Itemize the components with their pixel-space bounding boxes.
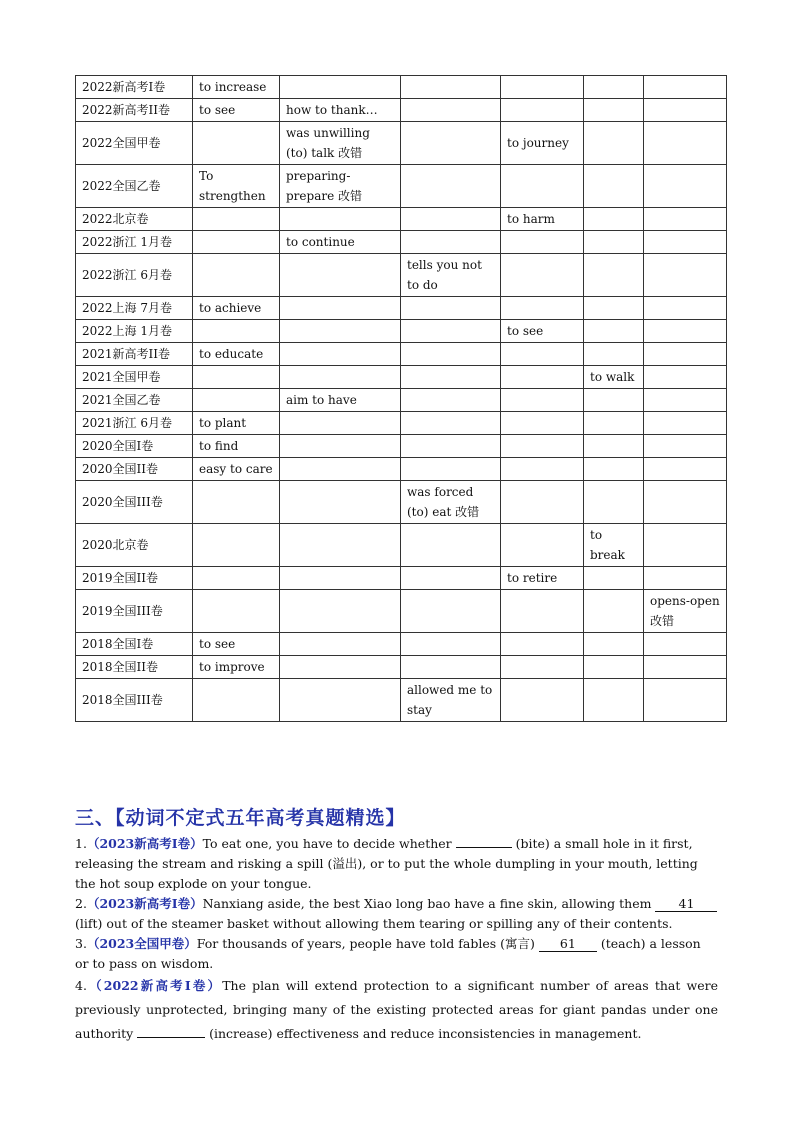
table-cell [280,567,401,590]
question-source: （2023新高考I卷） [86,836,203,851]
table-cell: to journey [501,122,584,165]
table-cell [501,435,584,458]
table-cell [501,679,584,722]
section-title: 三、【动词不定式五年高考真题精选】 [75,807,406,829]
table-cell [501,389,584,412]
question-text-before: For thousands of years, people have told fables (寓言) [196,936,539,951]
question-4 [75,974,718,1046]
table-cell [584,458,644,481]
exam-name-cell: 2021全国乙卷 [76,389,193,412]
table-cell [401,366,501,389]
table-cell [584,208,644,231]
table-row [76,481,727,524]
answer-blank[interactable]: 61 [539,937,597,952]
table-cell [280,412,401,435]
question-number: 4. [75,978,87,993]
question-number: 3. [75,936,87,951]
table-cell [401,524,501,567]
exam-name-cell: 2022新高考I卷 [76,76,193,99]
table-cell [584,389,644,412]
table-cell [644,320,727,343]
question-source: （2022新高考I卷） [86,978,223,993]
table-cell [644,76,727,99]
question-number: 1. [75,836,87,851]
exam-name-cell: 2021浙江 6月卷 [76,412,193,435]
table-cell: to find [193,435,280,458]
table-cell [193,208,280,231]
table-cell [401,590,501,633]
question-list [75,834,718,1046]
table-cell [401,165,501,208]
table-cell [644,567,727,590]
table-cell [501,99,584,122]
table-cell [501,524,584,567]
table-cell: tells you not to do [401,254,501,297]
table-cell [584,122,644,165]
table-cell [501,76,584,99]
table-row [76,633,727,656]
table-cell [644,165,727,208]
table-row [76,389,727,412]
table-cell [193,679,280,722]
table-cell [193,524,280,567]
table-row [76,297,727,320]
table-row [76,458,727,481]
table-cell [584,567,644,590]
table-cell [584,320,644,343]
table-cell [584,254,644,297]
table-row [76,76,727,99]
table-cell: aim to have [280,389,401,412]
table-row [76,343,727,366]
table-cell: easy to care [193,458,280,481]
exam-name-cell: 2019全国II卷 [76,567,193,590]
table-cell [501,165,584,208]
table-cell [193,320,280,343]
table-cell [280,208,401,231]
table-cell [280,633,401,656]
table-cell [280,590,401,633]
table-cell: to break [584,524,644,567]
table-row [76,99,727,122]
table-cell [644,231,727,254]
exam-name-cell: 2021新高考II卷 [76,343,193,366]
exam-name-cell: 2022上海 1月卷 [76,320,193,343]
table-cell [644,254,727,297]
table-cell: allowed me to stay [401,679,501,722]
table-row [76,567,727,590]
table-cell [193,567,280,590]
table-cell [280,679,401,722]
exam-name-cell: 2018全国III卷 [76,679,193,722]
exam-name-cell: 2022上海 7月卷 [76,297,193,320]
table-cell [401,99,501,122]
table-cell [501,481,584,524]
table-cell: To strengthen [193,165,280,208]
table-cell [193,122,280,165]
table-cell [584,481,644,524]
table-cell [193,254,280,297]
table-row [76,231,727,254]
exam-name-cell: 2020全国III卷 [76,481,193,524]
exam-name-cell: 2020全国II卷 [76,458,193,481]
answer-blank[interactable]: 41 [655,897,717,912]
table-cell [401,320,501,343]
table-cell [401,656,501,679]
table-cell: to walk [584,366,644,389]
table-cell: opens-open 改错 [644,590,727,633]
table-cell [584,435,644,458]
table-cell [584,297,644,320]
table-cell [644,481,727,524]
table-cell [584,76,644,99]
table-cell [401,343,501,366]
table-cell [501,458,584,481]
question-text-after: (teach) a lesson or to pass on wisdom. [75,936,701,971]
table-cell [644,122,727,165]
table-cell: to increase [193,76,280,99]
question-number: 2. [75,896,87,911]
question-source: （2023全国甲卷） [86,936,197,951]
exam-name-cell: 2022北京卷 [76,208,193,231]
table-cell [501,343,584,366]
table-cell: to see [193,633,280,656]
table-cell [584,679,644,722]
table-cell [280,76,401,99]
table-cell [401,458,501,481]
question-source: （2023新高考I卷） [86,896,203,911]
exam-name-cell: 2018全国I卷 [76,633,193,656]
table-cell [501,590,584,633]
question-2 [75,894,718,934]
table-cell [644,99,727,122]
exam-name-cell: 2022新高考II卷 [76,99,193,122]
exam-name-cell: 2022全国甲卷 [76,122,193,165]
table-cell [644,435,727,458]
table-cell [644,633,727,656]
table-cell [584,231,644,254]
table-cell [584,633,644,656]
table-cell [584,412,644,435]
table-cell [401,208,501,231]
table-cell [644,656,727,679]
table-cell [401,412,501,435]
exam-name-cell: 2020北京卷 [76,524,193,567]
table-cell [280,320,401,343]
table-row [76,679,727,722]
usage-table [75,75,727,722]
table-cell [644,412,727,435]
table-row [76,254,727,297]
table-cell [501,633,584,656]
table-row [76,208,727,231]
table-cell: to see [501,320,584,343]
question-text-before: The plan will extend protection to a significant number of areas that were previously unprotected, bringing many of the existing protected areas for giant pandas under one authority [75,978,718,1041]
table-cell [193,481,280,524]
question-text-before: Nanxiang aside, the best Xiao long bao have a fine skin, allowing them [202,896,656,911]
table-cell [584,99,644,122]
table-cell [401,297,501,320]
table-cell [280,656,401,679]
table-cell [280,435,401,458]
question-text-after: (bite) a small hole in it first, releasing the stream and risking a spill (溢出), or to put the whole dumpling in your mouth, letting the hot soup explode on your tongue. [75,836,698,891]
exam-name-cell: 2019全国III卷 [76,590,193,633]
question-3 [75,934,718,974]
table-cell [644,343,727,366]
table-row [76,165,727,208]
table-cell: how to thank… [280,99,401,122]
table-cell [401,435,501,458]
table-cell [644,679,727,722]
exam-name-cell: 2021全国甲卷 [76,366,193,389]
table-cell [644,524,727,567]
table-cell [501,366,584,389]
table-cell [644,208,727,231]
table-cell: to see [193,99,280,122]
table-cell: to achieve [193,297,280,320]
table-cell: to continue [280,231,401,254]
table-cell [501,412,584,435]
exam-name-cell: 2022浙江 1月卷 [76,231,193,254]
table-cell [401,633,501,656]
table-cell [644,366,727,389]
table-row [76,656,727,679]
question-text-after: (increase) effectiveness and reduce inconsistencies in management. [205,1026,642,1041]
table-row [76,122,727,165]
table-cell [193,366,280,389]
table-row [76,320,727,343]
table-cell [280,524,401,567]
table-cell [280,366,401,389]
table-cell [193,590,280,633]
table-cell [401,567,501,590]
table-row [76,366,727,389]
table-cell [280,481,401,524]
exam-name-cell: 2020全国I卷 [76,435,193,458]
table-cell [401,76,501,99]
table-row [76,590,727,633]
exam-name-cell: 2022全国乙卷 [76,165,193,208]
table-cell [280,297,401,320]
table-cell [644,389,727,412]
table-cell [193,389,280,412]
table-cell [280,343,401,366]
table-cell [584,656,644,679]
table-cell [401,389,501,412]
table-cell: preparing-prepare 改错 [280,165,401,208]
table-cell [501,656,584,679]
question-text-after: (lift) out of the steamer basket without allowing them tearing or spilling any of their contents. [75,916,673,931]
answer-blank[interactable] [137,1037,205,1038]
table-row [76,524,727,567]
exam-name-cell: 2018全国II卷 [76,656,193,679]
table-cell [501,231,584,254]
table-cell [280,254,401,297]
table-cell: to educate [193,343,280,366]
table-cell: was unwilling (to) talk 改错 [280,122,401,165]
table-row [76,412,727,435]
usage-table-body [76,76,727,722]
table-cell [280,458,401,481]
table-cell: to improve [193,656,280,679]
table-cell [644,458,727,481]
table-cell [193,231,280,254]
table-cell: to harm [501,208,584,231]
table-cell [501,297,584,320]
table-cell [401,122,501,165]
table-row [76,435,727,458]
table-cell: was forced (to) eat 改错 [401,481,501,524]
question-text-before: To eat one, you have to decide whether [202,836,456,851]
table-cell [644,297,727,320]
table-cell [401,231,501,254]
table-cell [584,590,644,633]
answer-blank[interactable] [456,847,512,848]
table-cell: to retire [501,567,584,590]
table-cell: to plant [193,412,280,435]
table-cell [584,343,644,366]
table-cell [501,254,584,297]
exam-name-cell: 2022浙江 6月卷 [76,254,193,297]
table-cell [584,165,644,208]
question-1 [75,834,718,894]
